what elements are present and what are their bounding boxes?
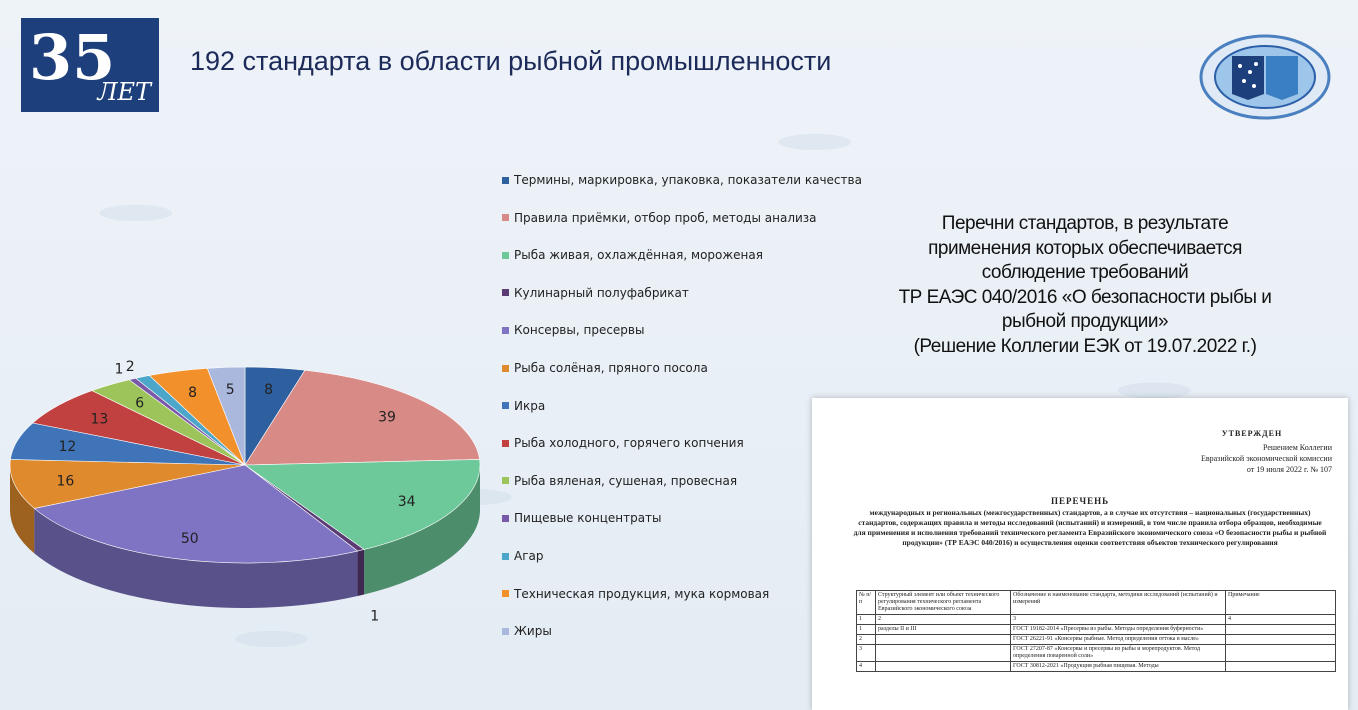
legend-label: Рыба холодного, горячего копчения <box>514 436 744 451</box>
legend-item <box>502 433 744 453</box>
pie-value-label: 34 <box>397 494 416 511</box>
table-cell <box>1226 645 1336 662</box>
table-header-cell: Примечание <box>1226 591 1336 615</box>
pie-value-label: 50 <box>180 530 199 547</box>
legend-swatch <box>502 553 509 560</box>
legend-swatch <box>502 628 509 635</box>
approved-label: УТВЕРЖДЕН <box>1221 429 1283 438</box>
legend-label: Рыба солёная, пряного посола <box>514 361 708 375</box>
legend-label: Термины, маркировка, упаковка, показатели качества <box>514 173 862 187</box>
table-cell: 3 <box>1011 615 1226 625</box>
legend-item <box>502 471 737 491</box>
pie-value-label: 12 <box>58 439 77 456</box>
institute-logo <box>1198 34 1332 120</box>
legend-item <box>502 245 763 265</box>
legend-item <box>502 396 545 416</box>
pie-chart <box>0 355 500 685</box>
legend-swatch <box>502 289 509 296</box>
legend-label: Жиры <box>514 624 552 639</box>
legend-label: Рыба вяленая, сушеная, провесная <box>514 473 738 488</box>
legend-swatch <box>502 440 509 447</box>
pie-value-label: 8 <box>264 382 274 399</box>
badge-number: 35 <box>29 21 116 94</box>
table-cell: ГОСТ 26221-91 «Консервы рыбные. Метод определения оттока в масле» <box>1011 635 1226 645</box>
legend-item <box>502 621 552 641</box>
caption-line: соблюдение требований <box>981 262 1189 283</box>
pie-value-label: 8 <box>188 384 198 401</box>
table-header-cell: № п/п <box>857 591 876 615</box>
table-cell: ГОСТ 30812-2021 «Продукция рыбная пищевая. Методы <box>1011 662 1226 672</box>
caption-line: применения которых обеспечивается <box>928 237 1242 259</box>
table-cell <box>1226 635 1336 645</box>
legend-item <box>502 508 662 528</box>
pie-value-label: 1 <box>370 608 380 625</box>
legend-swatch <box>502 252 509 259</box>
legend-swatch <box>502 327 509 334</box>
legend-swatch <box>502 477 509 484</box>
pie-value-label: 6 <box>135 395 145 412</box>
caption-line: рыбной продукции» <box>1001 311 1169 332</box>
pie-slice-side <box>358 549 365 596</box>
legend-item <box>502 358 708 378</box>
legend-item <box>502 546 543 566</box>
table-cell: 1 <box>857 615 876 625</box>
legend-label: Консервы, пресервы <box>514 323 645 338</box>
legend-item <box>502 208 817 228</box>
legend-swatch <box>502 214 509 221</box>
table-cell <box>1226 662 1336 672</box>
legend-label: Техническая продукция, мука кормовая <box>514 586 770 601</box>
legend-label: Икра <box>514 398 546 413</box>
legend-label: Кулинарный полуфабрикат <box>514 285 689 300</box>
document-preview <box>812 398 1348 710</box>
caption-line: (Решение Коллегии ЕЭК от 19.07.2022 г.) <box>913 335 1257 357</box>
legend-swatch <box>502 515 509 522</box>
table-cell: разделы II и III <box>876 625 1011 635</box>
legend-label: Рыба живая, охлаждённая, мороженая <box>514 248 763 263</box>
table-cell: 2 <box>857 635 876 645</box>
table-cell: 2 <box>876 615 1011 625</box>
table-cell: 4 <box>857 662 876 672</box>
standards-caption <box>850 212 1320 359</box>
pie-value-label: 2 <box>125 359 135 376</box>
table-header-cell: Структурный элемент или объект технического регулирования технического регламента Евразийского экономического союза <box>876 591 1011 615</box>
document-body: международных и региональных (межгосударственных) стандартов, а в случае их отсутствия – национальных (государственных) стандартов, содержащих правила и методы исследований (испытаний) и измерений, в том числе правила отбора образцов, необходимые для применения и исполнения требований технического регламента Евразийского экономического союза «О безопасности рыбы и рыбной продукции» (ТР ЕАЭС 040/2016) и осуществления оценки соответствия объектов технического регулирования <box>853 508 1327 547</box>
legend-item <box>502 170 862 190</box>
approved-by: Евразийской экономической комиссии <box>1200 454 1332 463</box>
document-table <box>856 590 1336 672</box>
legend-label: Агар <box>514 549 544 563</box>
anniversary-badge <box>21 18 159 112</box>
caption-line: ТР ЕАЭС 040/2016 «О безопасности рыбы и <box>898 286 1272 308</box>
legend-item <box>502 584 769 604</box>
pie-value-label: 16 <box>56 473 75 490</box>
document-title: ПЕРЕЧЕНЬ <box>1050 496 1110 506</box>
table-cell: 3 <box>857 645 876 662</box>
legend-swatch <box>502 402 509 409</box>
legend-item <box>502 283 689 303</box>
table-header-cell: Обозначение и наименование стандарта, методики исследований (испытаний) и измерений <box>1011 591 1226 615</box>
legend-swatch <box>502 365 509 372</box>
legend-swatch <box>502 590 509 597</box>
pie-value-label: 39 <box>378 409 396 426</box>
approved-date: от 19 июля 2022 г. № 107 <box>1246 465 1332 474</box>
pie-value-label: 13 <box>90 411 109 428</box>
slide-title: 192 стандарта в области рыбной промышленности <box>190 46 832 76</box>
approval-block <box>1172 428 1332 475</box>
table-cell: 1 <box>857 625 876 635</box>
table-cell: 4 <box>1226 615 1336 625</box>
pie-value-label: 5 <box>225 381 235 398</box>
badge-word: ЛЕТ <box>97 78 151 106</box>
approved-by: Решением Коллегии <box>1263 443 1332 452</box>
legend-item <box>502 320 644 340</box>
table-cell: ГОСТ 27207-87 «Консервы и пресервы из рыбы и морепродуктов. Метод определения поваренной соли» <box>1011 645 1226 662</box>
caption-line: Перечни стандартов, в результате <box>941 213 1229 234</box>
table-cell <box>876 645 1011 662</box>
legend-label: Пищевые концентраты <box>514 511 662 526</box>
table-cell: ГОСТ 19182-2014 «Пресервы из рыбы. Методы определения буферности» <box>1011 625 1226 635</box>
table-cell <box>876 635 1011 645</box>
table-cell <box>1226 625 1336 635</box>
pie-value-label: 1 <box>114 361 124 378</box>
legend-label: Правила приёмки, отбор проб, методы анализа <box>514 210 817 225</box>
table-cell <box>876 662 1011 672</box>
legend-swatch <box>502 177 509 184</box>
